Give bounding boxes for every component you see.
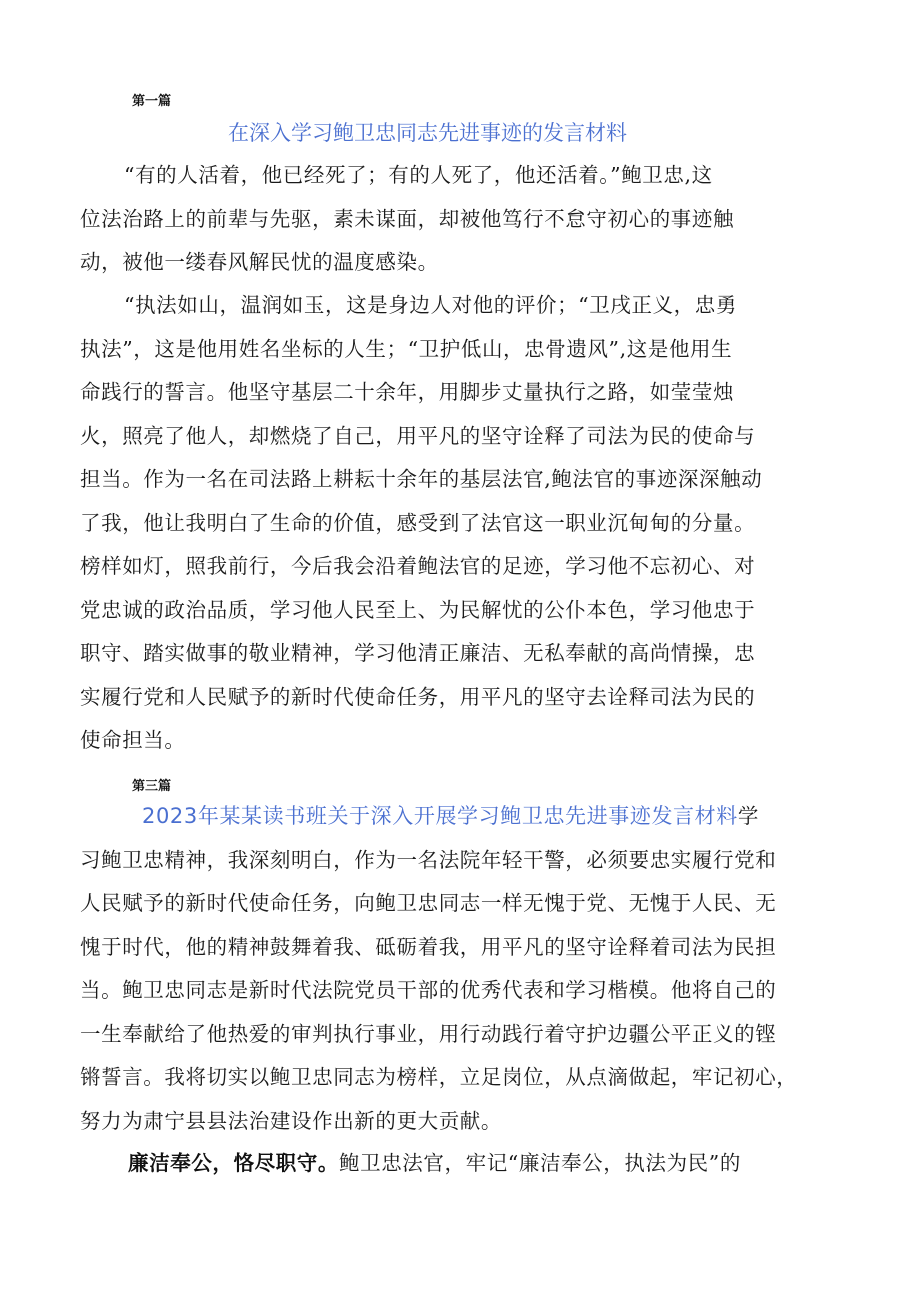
text-line: 动，被他一缕春风解民忧的温度感染。 — [80, 250, 439, 274]
paragraph-2 — [80, 284, 840, 763]
text-line: 实履行党和人民赋予的新时代使命任务，用平凡的坚守去诠释司法为民的 — [80, 684, 756, 709]
text-line: 榜样如灯，照我前行，今后我会沿着鲍法官的足迹，学习他不忘初心、对 — [80, 554, 756, 578]
paragraph-4 — [80, 1142, 840, 1186]
section-title-1: 在深入学习鲍卫忠同志先进事迹的发言材料 — [228, 121, 627, 145]
text-line — [80, 1142, 840, 1186]
body-text: 鲍卫忠法官，牢记“廉洁奉公，执法为民”的 — [339, 1151, 741, 1175]
text-line: 愧于时代，他的精神鼓舞着我、砥砺着我，用平凡的坚守诠释着司法为民担 — [80, 934, 777, 959]
text-line: 执法”，这是他用姓名坐标的人生；“卫护低山，忠骨遗风”,这是他用生 — [80, 336, 733, 361]
text-line: “执法如山，温润如玉，这是身边人对他的评价；“卫戌正义，忠勇 — [124, 293, 737, 317]
text-line: 一生奉献给了他热爱的审判执行事业，用行动践行着守护边疆公平正义的铿 — [80, 1021, 777, 1046]
text-line: 党忠诚的政治品质，学习他人民至上、为民解忧的公仆本色，学习他忠于 — [80, 597, 756, 622]
title-tail-text: 学 — [737, 804, 759, 828]
section-title-3: 2023年某某读书班关于深入开展学习鲍卫忠先进事迹发言材料 — [142, 804, 738, 828]
text-line: 担当。作为一名在司法路上耕耘十余年的基层法官,鲍法官的事迹深深触动 — [80, 467, 763, 491]
text-line: 命践行的誓言。他坚守基层二十余年，用脚步丈量执行之路，如莹莹烛 — [80, 380, 735, 404]
section-label-1: 第一篇 — [132, 94, 172, 109]
text-line: 当。鲍卫忠同志是新时代法院党员干部的优秀代表和学习楷模。他将自己的 — [80, 978, 777, 1002]
text-line: 火，照亮了他人，却燃烧了自己，用平凡的坚守诠释了司法为民的使命与 — [80, 423, 756, 448]
paragraph-1 — [80, 154, 840, 285]
text-line: 习鲍卫忠精神，我深刻明白，作为一名法院年轻干警，必须要忠实履行党和 — [80, 847, 777, 872]
section-label-3: 第三篇 — [132, 779, 172, 794]
paragraph-3 — [80, 795, 840, 1143]
text-line: 职守、踏实做事的敬业精神，学习他清正廉洁、无私奉献的高尚情操，忠 — [80, 641, 756, 665]
title-line — [80, 795, 840, 839]
text-line: “有的人活着，他已经死了；有的人死了，他还活着。”鲍卫忠,这 — [124, 163, 713, 187]
text-line: 使命担当。 — [80, 728, 186, 752]
text-line: 努力为肃宁县县法治建设作出新的更大贡献。 — [80, 1108, 502, 1133]
text-line: 人民赋予的新时代使命任务，向鲍卫忠同志一样无愧于党、无愧于人民、无 — [80, 891, 777, 915]
text-line: 了我，他让我明白了生命的价值，感受到了法官这一职业沉甸甸的分量。 — [80, 510, 756, 535]
bold-lead-text: 廉洁奉公，恪尽职守。 — [128, 1151, 339, 1175]
text-line: 锵誓言。我将切实以鲍卫忠同志为榜样，立足岗位，从点滴做起，牢记初心， — [80, 1065, 798, 1089]
text-line: 位法治路上的前辈与先驱，素未谋面，却被他笃行不怠守初心的事迹触 — [80, 206, 735, 231]
